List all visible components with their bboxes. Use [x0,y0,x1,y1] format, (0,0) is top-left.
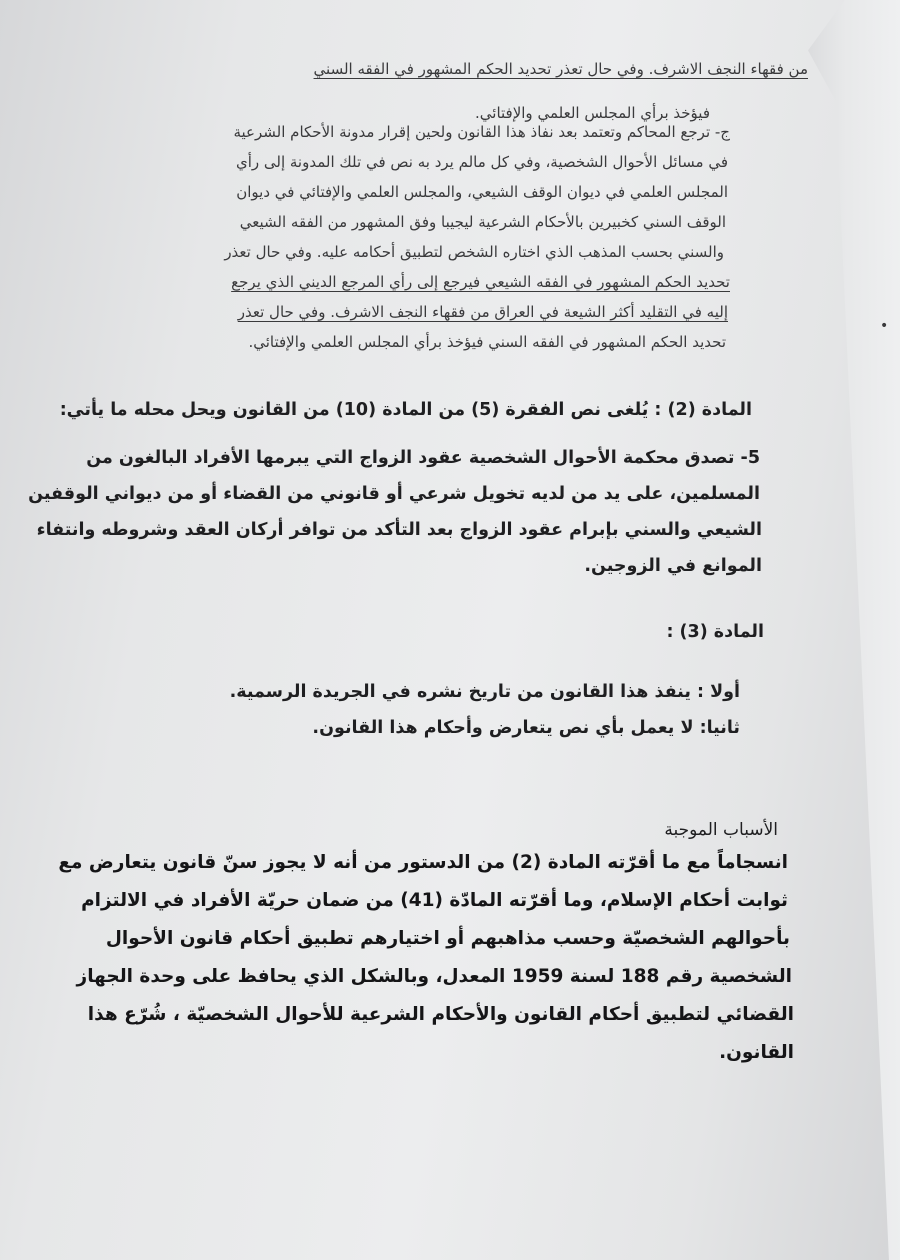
article-2-heading: المادة (2) : يُلغى نص الفقرة (5) من المادة (10) من القانون ويحل محله ما يأتي: [59,400,752,420]
article-2-line-4: الموانع في الزوجين. [584,556,762,576]
text-line-top-2: فيؤخذ برأي المجلس العلمي والإفتائي. [475,104,710,122]
text-line-top-9: إليه في التقليد أكثر الشيعة في العراق من فقهاء النجف الاشرف. وفي حال تعذر [237,303,728,321]
article-3-item-2: ثانيا: لا يعمل بأي نص يتعارض وأحكام هذا القانون. [312,718,740,738]
article-3-heading: المادة (3) : [666,622,764,642]
text-line-top-6: الوقف السني كخبيرين بالأحكام الشرعية ليجيبا وفق المشهور من الفقه الشيعي [239,213,726,231]
article-2-line-1: 5- تصدق محكمة الأحوال الشخصية عقود الزواج التي يبرمها الأفراد البالغون من [86,448,760,468]
reasons-line-3: بأحوالهم الشخصيّة وحسب مذاهبهم أو اختيارهم تطبيق أحكام قانون الأحوال [105,928,790,949]
reasons-line-1: انسجاماً مع ما أقرّته المادة (2) من الدستور من أنه لا يجوز سنّ قانون يتعارض مع [58,852,788,873]
next-page-edge [808,0,900,1260]
text-line-top-7: والسني بحسب المذهب الذي اختاره الشخص لتطبيق أحكامه عليه. وفي حال تعذر [224,243,724,261]
reasons-line-4: الشخصية رقم 188 لسنة 1959 المعدل، وبالشكل الذي يحافظ على وحدة الجهاز [76,966,792,987]
article-3-item-1: أولا : ينفذ هذا القانون من تاريخ نشره في الجريدة الرسمية. [229,682,740,702]
text-line-top-10: تحديد الحكم المشهور في الفقه السني فيؤخذ برأي المجلس العلمي والإفتائي. [248,333,726,351]
reasons-line-6: القانون. [719,1042,794,1063]
reasons-line-2: ثوابت أحكام الإسلام، وما أقرّته المادّة (41) من ضمان حريّة الأفراد في الالتزام [81,890,788,911]
reasons-heading: الأسباب الموجبة [664,820,778,840]
reasons-line-5: القضائي لتطبيق أحكام القانون والأحكام الشرعية للأحوال الشخصيّة ، شُرّع هذا [87,1004,794,1025]
text-line-top-3: ج- ترجع المحاكم وتعتمد بعد نفاذ هذا القانون ولحين إقرار مدونة الأحكام الشرعية [233,123,730,141]
text-line-top-1: من فقهاء النجف الاشرف. وفي حال تعذر تحديد الحكم المشهور في الفقه السني [313,60,808,78]
edge-mark: • [880,318,889,334]
text-line-top-8: تحديد الحكم المشهور في الفقه الشيعي فيرجع إلى رأي المرجع الديني الذي يرجع [231,273,730,291]
text-line-top-5: المجلس العلمي في ديوان الوقف الشيعي، والمجلس العلمي والإفتائي في ديوان [236,183,728,201]
article-2-line-3: الشيعي والسني بإبرام عقود الزواج بعد التأكد من توافر أركان العقد وشروطه وانتفاء [36,520,762,540]
article-2-line-2: المسلمين، على يد من لديه تخويل شرعي أو قانوني من القضاء أو من ديواني الوقفين [28,484,760,504]
text-line-top-4: في مسائل الأحوال الشخصية، وفي كل مالم يرد به نص في تلك المدونة إلى رأي [235,153,728,171]
